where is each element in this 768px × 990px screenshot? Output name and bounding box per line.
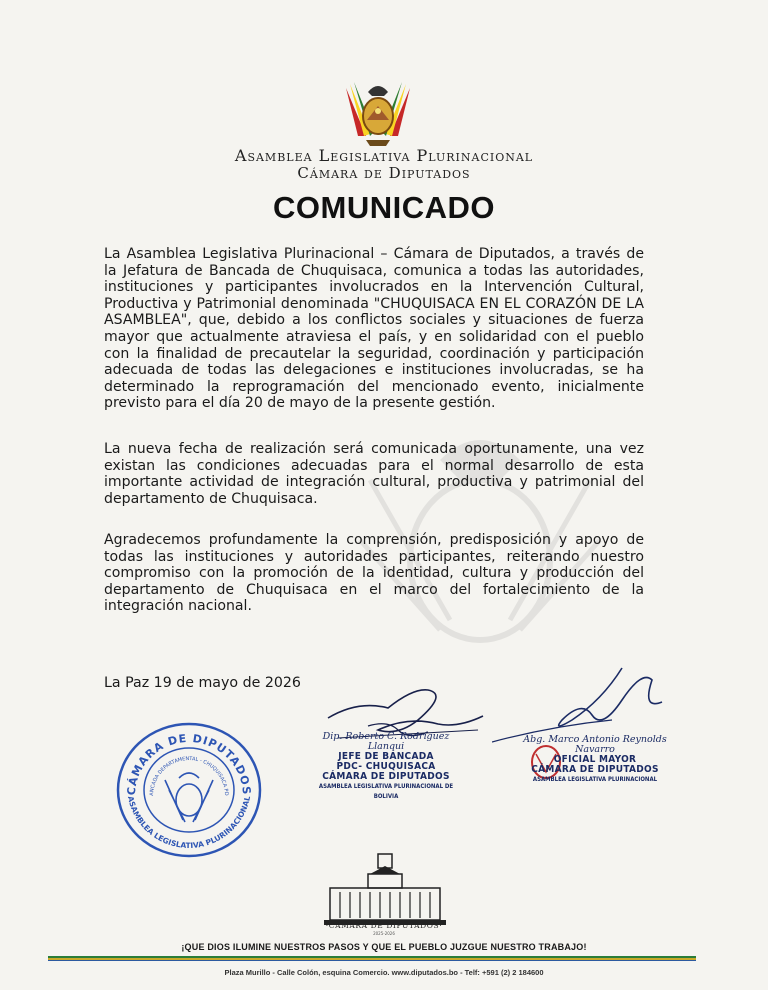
signatory-2-name: Abg. Marco Antonio Reynolds Navarro — [523, 734, 667, 755]
signatory-2-role: OFICIAL MAYOR — [553, 754, 637, 765]
signatory-1-chamber: CÁMARA DE DIPUTADOS — [322, 771, 450, 782]
signatory-1-name: Dip. Roberto C. Rodríguez Llanqui — [322, 731, 450, 752]
building-years: 2025-2026 — [373, 931, 395, 936]
stamp-outer-top: CÁMARA DE DIPUTADOS — [124, 731, 254, 796]
stamp-inner: ANCADA DEPARTAMENTAL - CHUQUISACA PD — [148, 755, 230, 796]
date-line: La Paz 19 de mayo de 2026 — [104, 675, 301, 691]
building-caption: ·CÁMARA DE DIPUTADOS· — [325, 921, 443, 930]
document-title: COMUNICADO — [273, 190, 495, 225]
footer-address: Plaza Murillo - Calle Colón, esquina Comercio. www.diputados.bo - Telf: +591 (2) 2 184600 — [224, 968, 544, 977]
stamp-crest-icon — [165, 773, 213, 822]
paragraph-1: La Asamblea Legislativa Plurinacional – Cámara de Diputados, a través de la Jefatura de Bancada de Chuquisaca, comunica a todas las autoridades, instituciones y participantes involucrados en la Intervención Cultural, Productiva y Patrimonial denominada "CHUQUISACA EN EL CORAZÓN DE LA ASAMBLEA", que, debido a los conflictos sociales y situaciones de fuerza mayor que actualmente atraviesa el país, y en solidaridad con el pueblo con la finalidad de precautelar la seguridad, coordinación y participación adecuada de todas las delegaciones e instituciones involucradas, se ha determinado la reprogramación del mencionado evento, inicialmente previsto para el día 20 de mayo de la presente gestión. — [104, 246, 644, 412]
bolivia-coat-of-arms-icon — [340, 78, 416, 148]
institution-name: Asamblea Legislativa Plurinacional — [234, 146, 534, 165]
signatory-1 — [306, 732, 466, 802]
chamber-name: Cámara de Diputados — [297, 164, 471, 182]
stamp-outer-bottom: ASAMBLEA LEGISLATIVA PLURINACIONAL — [125, 795, 253, 851]
footer-divider-blue — [48, 960, 696, 961]
signatory-1-role: JEFE DE BANCADA — [338, 751, 434, 762]
official-stamp — [113, 720, 265, 860]
chamber-building-icon — [320, 850, 450, 930]
signatory-1-party: PDC- CHUQUISACA — [336, 761, 436, 772]
signatory-2 — [520, 735, 670, 785]
paragraph-2: La nueva fecha de realización será comunicada oportunamente, una vez existan las condiciones adecuadas para el normal desarrollo de esta importante actividad de integración cultural, productiva y patrimonial del departamento de Chuquisaca. — [104, 441, 644, 507]
signatory-2-institution: ASAMBLEA LEGISLATIVA PLURINACIONAL — [532, 776, 658, 783]
signatory-2-chamber: CÁMARA DE DIPUTADOS — [531, 764, 659, 775]
paragraph-3: Agradecemos profundamente la comprensión, predisposición y apoyo de todas las instituciones y autoridades participantes, reiterando nuestro compromiso con la promoción de la identidad, cultura y producción del departamento de Chuquisaca en el marco del fortalecimiento de la integración nacional. — [104, 532, 644, 615]
footer-motto: ¡QUE DIOS ILUMINE NUESTROS PASOS Y QUE EL PUEBLO JUZGUE NUESTRO TRABAJO! — [181, 942, 587, 952]
signatory-1-institution: ASAMBLEA LEGISLATIVA PLURINACIONAL DE BOLIVIA — [318, 783, 454, 800]
